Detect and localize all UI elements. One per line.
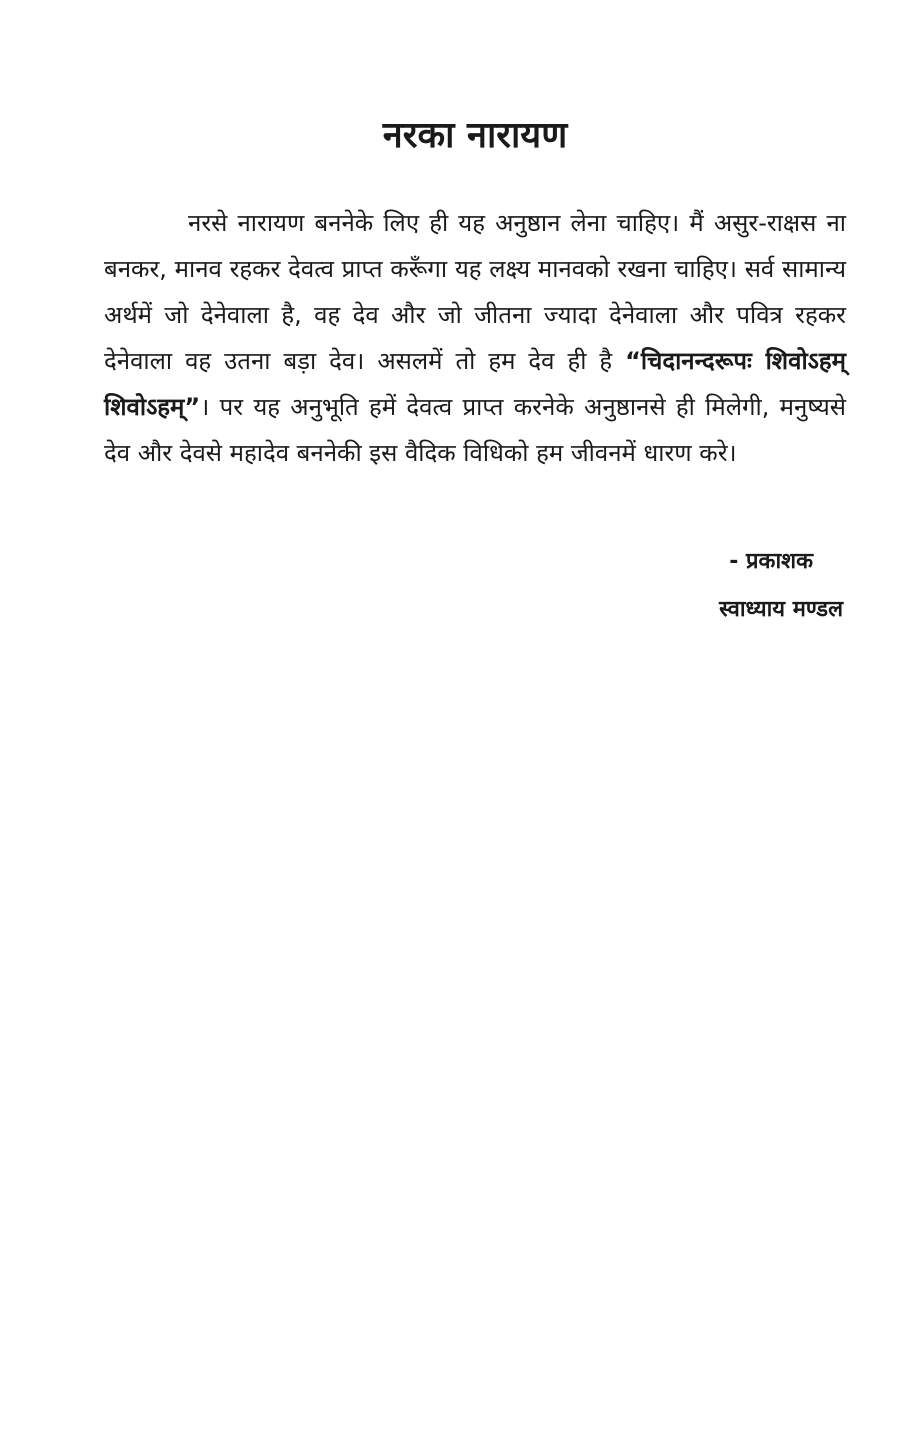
paragraph-quote: “चिदानन्दरूपः शिवोऽहम् शिवोऽहम्” <box>104 347 846 421</box>
signature-publisher: स्वाध्याय मण्डल <box>719 597 843 622</box>
signature-block <box>719 538 843 634</box>
signature-role: - प्रकाशक <box>729 549 813 574</box>
body-paragraph <box>104 200 846 476</box>
page-title: नरका नारायण <box>382 115 568 156</box>
paragraph-text-after-quote: । पर यह अनुभूति हमें देवत्व प्राप्त करनेके अनुष्ठानसे ही मिलेगी, मनुष्यसे देव और देवसे महादेव बननेकी इस वैदिक विधिको हम जीवनमें धारण करे। <box>104 393 846 467</box>
paragraph-text-before-quote: नरसे नारायण बननेके लिए ही यह अनुष्ठान लेना चाहिए। मैं असुर-राक्षस ना बनकर, मानव रहकर देवत्व प्राप्त करूँगा यह लक्ष्य मानवको रखना चाहिए। सर्व सामान्य अर्थमें जो देनेवाला है, वह देव और जो जीतना ज्यादा देनेवाला और पवित्र रहकर देनेवाला वह उतना बड़ा देव। असलमें तो हम देव ही है <box>104 209 846 375</box>
